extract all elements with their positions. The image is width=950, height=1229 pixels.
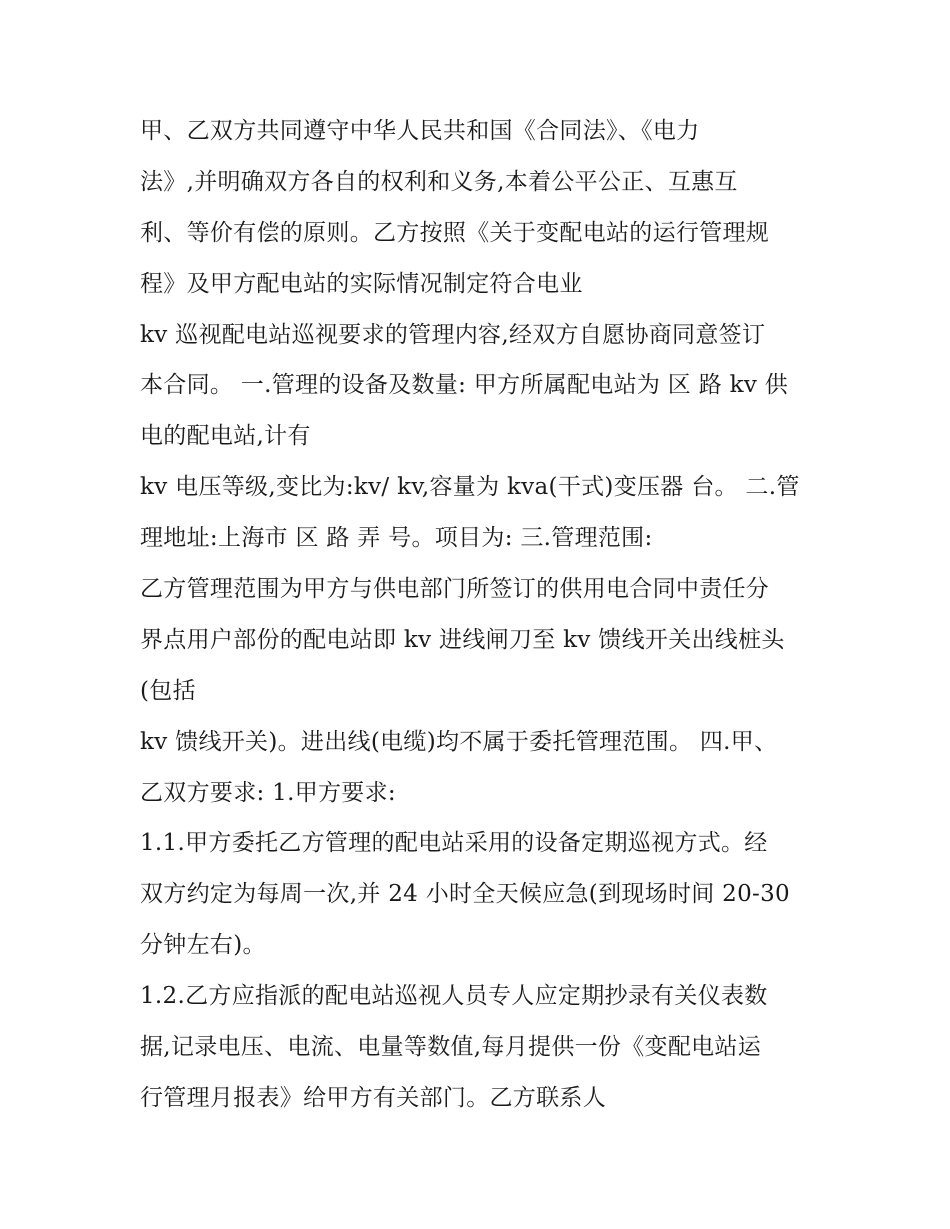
- text-line: 双方约定为每周一次,并 24 小时全天候应急(到现场时间 20-30: [140, 881, 790, 908]
- text-line: 据,记录电压、电流、电量等数值,每月提供一份《变配电站运: [140, 1034, 762, 1061]
- text-line: 电的配电站,计有: [140, 423, 311, 450]
- text-line: 乙方管理范围为甲方与供电部门所签订的供用电合同中责任分: [140, 576, 770, 603]
- text-line: kv 馈线开关)。进出线(电缆)均不属于委托管理范围。 四.甲、: [140, 728, 778, 755]
- text-line: 本合同。 一.管理的设备及数量: 甲方所属配电站为 区 路 kv 供: [140, 372, 789, 399]
- text-line: 行管理月报表》给甲方有关部门。乙方联系人: [140, 1084, 606, 1111]
- text-line: kv 巡视配电站巡视要求的管理内容,经双方自愿协商同意签订: [140, 321, 766, 348]
- text-line: 甲、乙双方共同遵守中华人民共和国《合同法》、《电力: [140, 118, 700, 144]
- text-line: 分钟左右)。: [140, 932, 266, 959]
- text-line: 法》,并明确双方各自的权利和义务,本着公平公正、互惠互: [140, 168, 738, 195]
- text-line: 乙双方要求: 1.甲方要求:: [140, 779, 396, 806]
- text-line: kv 电压等级,变比为:kv/ kv,容量为 kva(干式)变压器 台。 二.管: [140, 474, 800, 501]
- text-line: 程》及甲方配电站的实际情况制定符合电业: [140, 270, 583, 297]
- text-line: 1.1.甲方委托乙方管理的配电站采用的设备定期巡视方式。经: [140, 830, 768, 857]
- text-line: 理地址:上海市 区 路 弄 号。项目为: 三.管理范围:: [140, 525, 653, 552]
- text-line: 界点用户部份的配电站即 kv 进线闸刀至 kv 馈线开关出线桩头: [140, 626, 785, 653]
- text-line: 利、等价有偿的原则。乙方按照《关于变配电站的运行管理规: [140, 219, 770, 246]
- text-line: 1.2.乙方应指派的配电站巡视人员专人应定期抄录有关仪表数: [140, 983, 768, 1010]
- contract-body-text: [140, 106, 820, 1124]
- text-line: (包括: [140, 677, 196, 704]
